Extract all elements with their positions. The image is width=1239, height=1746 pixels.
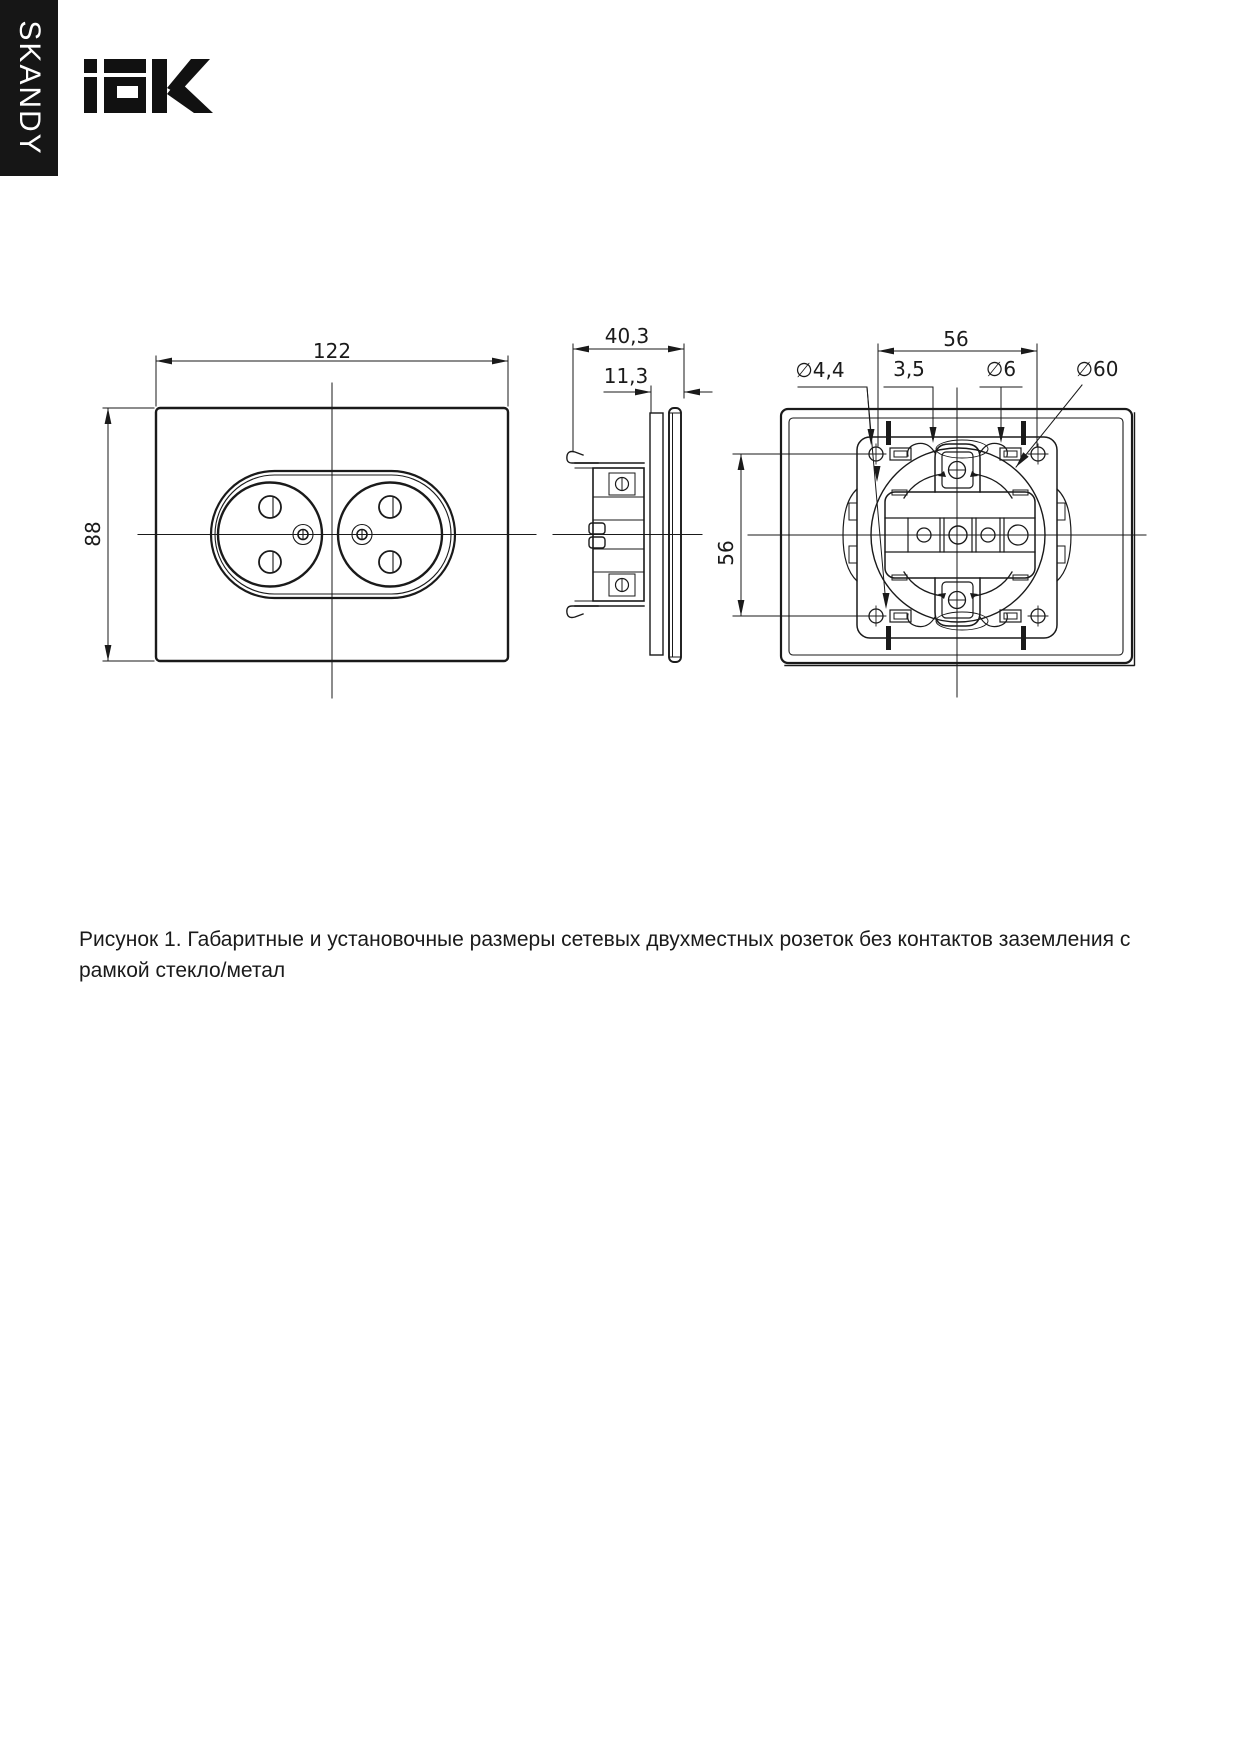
dim-side-depth: 40,3	[604, 324, 650, 348]
dim-side-protrusion: 11,3	[603, 364, 649, 388]
side-view	[553, 344, 712, 662]
dim-front-width: 122	[312, 339, 352, 363]
back-view	[733, 344, 1146, 697]
series-label: SKANDY	[13, 20, 46, 156]
dim-front-height: 88	[81, 521, 105, 547]
dim-screw-hole-dia: ∅4,4	[795, 358, 845, 382]
dim-slot-width: 3,5	[893, 357, 925, 381]
dim-back-hole-spacing-v: 56	[714, 540, 738, 566]
figure-caption-line1: Рисунок 1. Габаритные и установочные размеры сетевых двухместных розеток без контактов заземления с	[79, 928, 1131, 951]
figure-caption-line2: рамкой стекло/метал	[79, 959, 286, 982]
dim-mounting-dia: ∅60	[1075, 357, 1119, 381]
figure-caption	[79, 924, 1129, 986]
dim-cable-hole-dia: ∅6	[985, 357, 1017, 381]
front-view	[103, 356, 536, 698]
dim-back-hole-spacing-h: 56	[943, 327, 969, 351]
